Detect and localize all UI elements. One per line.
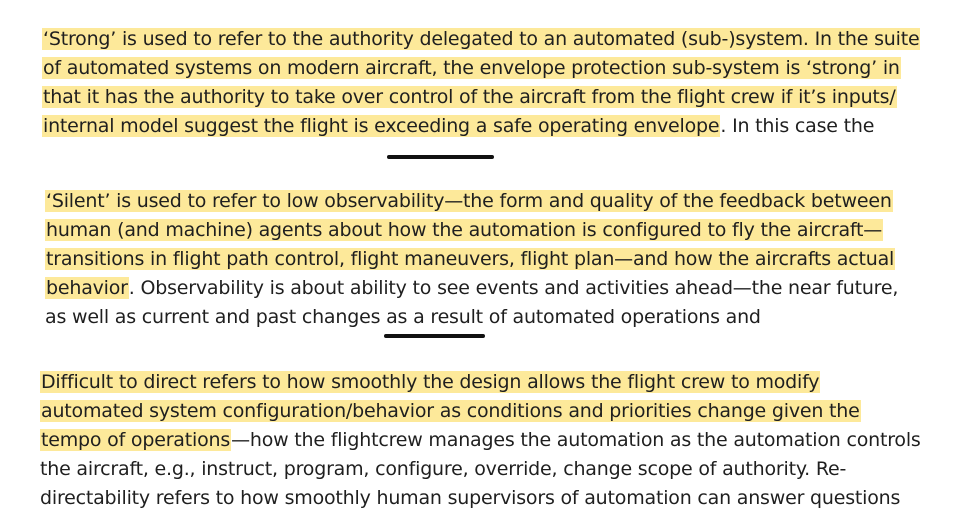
text-line: [40, 397, 940, 426]
text-line: [42, 25, 942, 54]
strong-excerpt: [42, 25, 942, 141]
text-line: [40, 455, 940, 484]
highlighted-text: human (and machine) agents about how the automation is configured to fly the aircraft—: [46, 219, 883, 241]
text-line: [45, 245, 945, 274]
plain-text: . Observability is about ability to see events and activities ahead—the near future,: [128, 277, 899, 299]
text-line: [42, 83, 942, 112]
section-divider: [384, 334, 485, 338]
highlighted-text: of automated systems on modern aircraft, the envelope protection sub-system is ‘strong’ in: [43, 57, 900, 79]
plain-text: . In this case the: [720, 115, 875, 137]
highlighted-text: tempo of operations: [41, 429, 231, 451]
silent-excerpt: [45, 187, 945, 328]
highlighted-text: ‘Silent’ is used to refer to low observability—the form and quality of the feedback between: [46, 190, 892, 212]
highlighted-text: internal model suggest the flight is exceeding a safe operating envelope: [43, 115, 720, 137]
section-divider: [387, 155, 494, 159]
highlighted-text: ‘Strong’ is used to refer to the authority delegated to an automated (sub-)system. In the suite: [43, 28, 920, 50]
highlighted-text: that it has the authority to take over control of the aircraft from the flight crew if it’s inputs/: [43, 86, 896, 108]
text-line: [45, 274, 945, 303]
highlighted-text: behavior: [46, 277, 128, 299]
highlighted-text: Difficult to direct refers to how smoothly the design allows the flight crew to modify: [41, 371, 820, 393]
text-line: [45, 303, 945, 332]
text-line: [42, 112, 942, 141]
plain-text: —how the flightcrew manages the automation as the automation controls: [231, 429, 921, 451]
plain-text: the aircraft, e.g., instruct, program, configure, override, change scope of authority. Re-: [40, 458, 847, 480]
highlighted-text: transitions in flight path control, flight maneuvers, flight plan—and how the aircrafts actual: [46, 248, 895, 270]
highlighted-text: automated system configuration/behavior as conditions and priorities change given the: [41, 400, 860, 422]
text-line: [45, 216, 945, 245]
text-line: [40, 426, 940, 455]
text-line: [40, 368, 940, 397]
difficult-to-direct-excerpt: [40, 368, 940, 509]
plain-text: directability refers to how smoothly human supervisors of automation can answer questions: [40, 487, 901, 509]
plain-text: as well as current and past changes as a result of automated operations and: [45, 306, 761, 328]
text-line: [45, 187, 945, 216]
text-line: [42, 54, 942, 83]
text-line: [40, 484, 940, 513]
